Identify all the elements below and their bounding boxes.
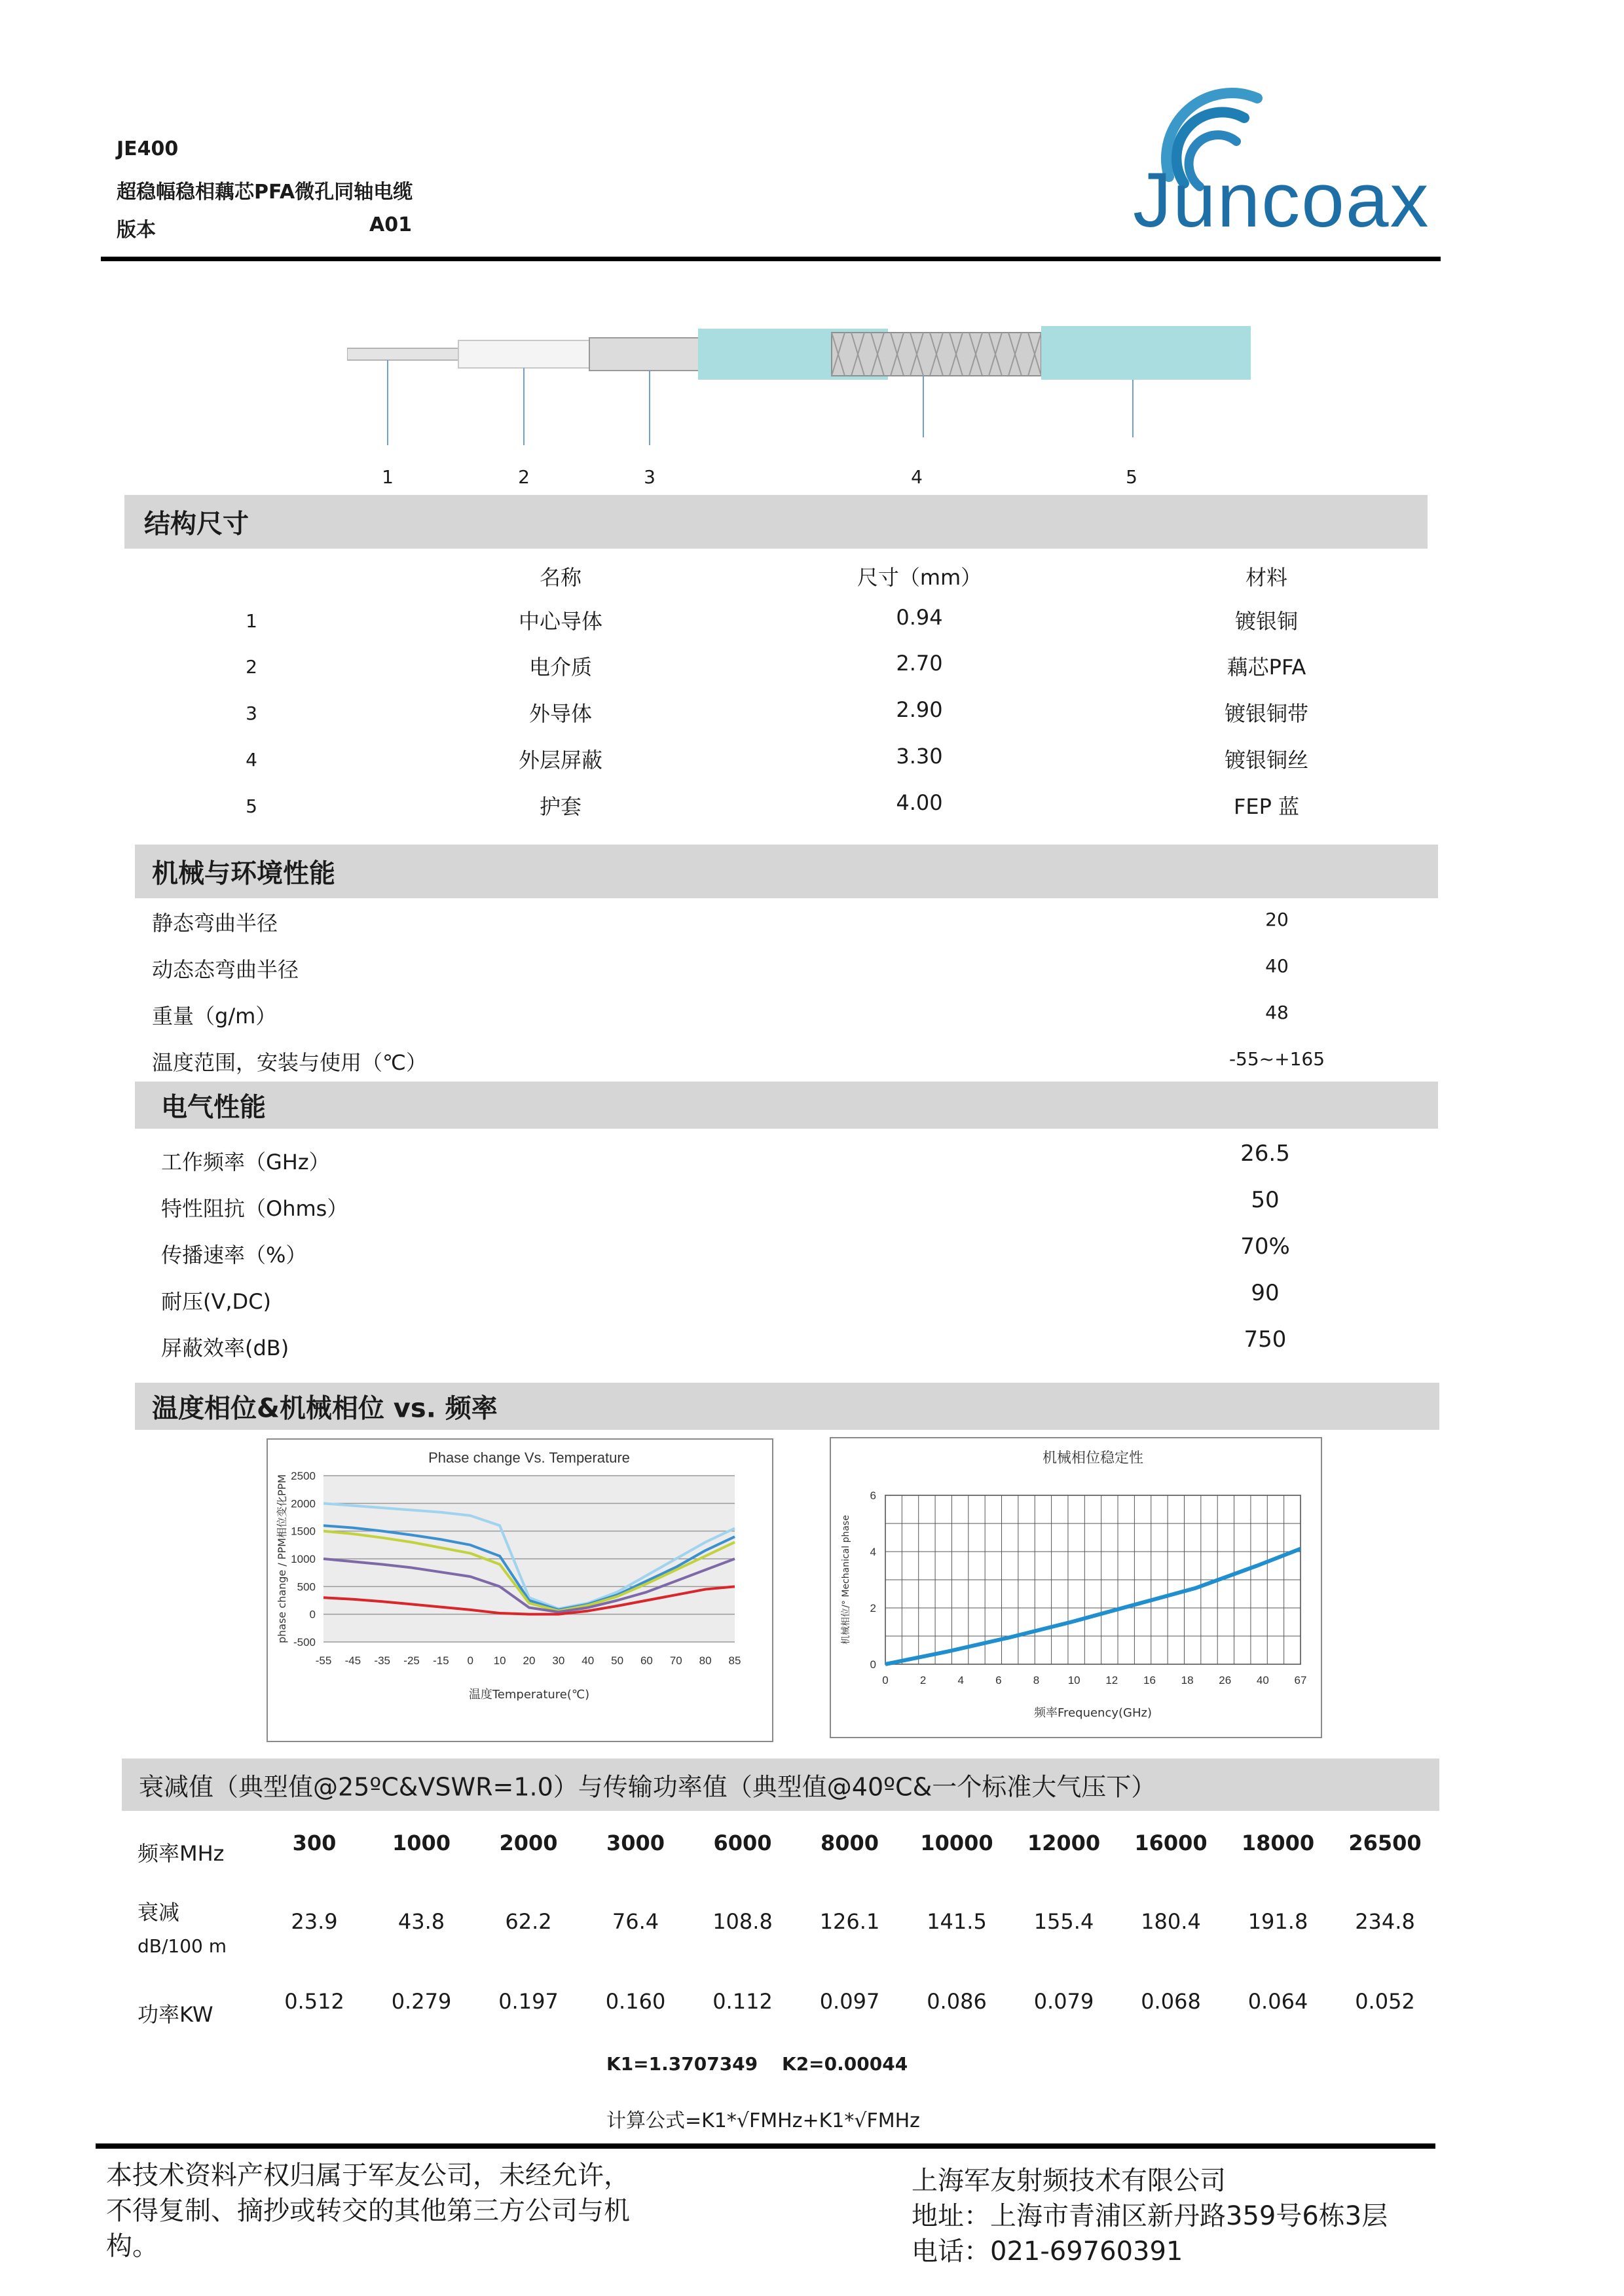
spec-value: -55~+165: [1228, 1048, 1325, 1070]
frequency-cell: 8000: [820, 1831, 879, 1855]
footer-rule: [96, 2143, 1435, 2149]
company-address: 地址：上海市青浦区新丹路359号6栋3层: [912, 2201, 1388, 2231]
part-size: 4.00: [896, 790, 943, 815]
col-size-header: 尺寸（mm）: [857, 565, 982, 590]
part-size: 2.70: [896, 651, 943, 676]
x-tick-label: 85: [728, 1654, 741, 1667]
frequency-cell: 16000: [1134, 1831, 1208, 1855]
frequency-cell: 18000: [1241, 1831, 1315, 1855]
power-cell: 0.097: [819, 1989, 880, 2014]
version-label: 版本: [117, 219, 156, 242]
version-value: A01: [369, 213, 412, 236]
spec-value: 50: [1251, 1187, 1280, 1213]
attenuation-cell: 62.2: [505, 1909, 552, 1934]
frequency-cell: 300: [292, 1831, 337, 1855]
frequency-cell: 10000: [920, 1831, 993, 1855]
x-tick-label: 50: [611, 1654, 624, 1667]
part-name: 电介质: [528, 655, 593, 680]
structure-section-header: [124, 495, 1428, 549]
part-material: 镀银铜: [1234, 609, 1299, 634]
x-tick-label: 0: [467, 1654, 474, 1667]
x-tick-label: 6: [995, 1674, 1002, 1686]
attenuation-cell: 141.5: [927, 1909, 987, 1934]
y-tick-label: 6: [870, 1489, 876, 1502]
power-cell: 0.512: [284, 1989, 344, 2014]
part-size: 3.30: [896, 744, 943, 769]
spec-value: 750: [1244, 1326, 1287, 1353]
spec-value: 70%: [1240, 1233, 1290, 1260]
y-tick-label: 500: [297, 1580, 316, 1594]
part-number-4: 4: [911, 466, 923, 488]
mechanical-title: 机械与环境性能: [152, 858, 335, 889]
frequency-cell: 1000: [392, 1831, 451, 1855]
y-tick-label: 1500: [291, 1525, 316, 1538]
electrical-section-header: [135, 1082, 1438, 1129]
y-tick-label: -500: [293, 1636, 316, 1649]
k1-constant: K1=1.3707349: [606, 2053, 758, 2075]
electrical-title: 电气性能: [161, 1092, 266, 1123]
x-tick-label: -55: [315, 1654, 332, 1667]
mechanical-phase-chart: [829, 1436, 1323, 1739]
y-tick-label: 2500: [291, 1470, 316, 1482]
x-tick-label: 2: [919, 1674, 927, 1686]
part-material: FEP 蓝: [1233, 794, 1300, 819]
power-cell: 0.112: [712, 1989, 773, 2014]
power-cell: 0.079: [1033, 1989, 1094, 2014]
power-row-label: 功率KW: [138, 2002, 213, 2027]
y-tick-label: 2: [870, 1602, 876, 1614]
spec-value: 90: [1251, 1280, 1280, 1306]
atten-row-label: 衰减: [138, 1900, 180, 1925]
attenuation-cell: 126.1: [819, 1909, 880, 1934]
attenuation-cell: 180.4: [1141, 1909, 1201, 1934]
x-axis-label: 频率Frequency(GHz): [1034, 1706, 1152, 1720]
k2-constant: K2=0.00044: [782, 2053, 908, 2075]
chart-title: Phase change Vs. Temperature: [428, 1449, 630, 1466]
frequency-cell: 2000: [499, 1831, 558, 1855]
chart-title: 机械相位稳定性: [1042, 1450, 1144, 1467]
x-tick-label: 16: [1143, 1674, 1156, 1686]
part-number-2: 2: [518, 466, 530, 488]
juncoax-logo: [1133, 79, 1441, 249]
x-tick-label: -15: [433, 1654, 449, 1667]
spec-label: 静态弯曲半径: [152, 911, 278, 936]
phase-temperature-chart: [266, 1438, 774, 1743]
power-cell: 0.068: [1141, 1989, 1201, 2014]
part-number-1: 1: [382, 466, 394, 488]
attenuation-cell: 234.8: [1355, 1909, 1415, 1934]
x-tick-label: 40: [1256, 1674, 1269, 1686]
attenuation-cell: 155.4: [1033, 1909, 1094, 1934]
x-tick-label: 12: [1105, 1674, 1118, 1686]
row-number: 3: [246, 702, 257, 724]
frequency-cell: 26500: [1348, 1831, 1422, 1855]
part-number-3: 3: [644, 466, 655, 488]
x-tick-label: -45: [344, 1654, 361, 1667]
y-tick-label: 0: [309, 1608, 316, 1621]
spec-value: 20: [1265, 909, 1289, 930]
spec-label: 温度范围，安装与使用（℃）: [152, 1050, 427, 1075]
frequency-cell: 12000: [1027, 1831, 1101, 1855]
x-tick-label: -25: [403, 1654, 420, 1667]
x-tick-label: 20: [523, 1654, 536, 1667]
company-name: 上海军友射频技术有限公司: [912, 2166, 1226, 2196]
row-number: 2: [246, 656, 257, 678]
y-tick-label: 4: [870, 1546, 876, 1558]
attenuation-section-header: [122, 1758, 1439, 1811]
x-tick-label: 26: [1219, 1674, 1232, 1686]
power-cell: 0.052: [1355, 1989, 1415, 2014]
x-tick-label: 67: [1294, 1674, 1307, 1686]
part-material: 镀银铜带: [1224, 701, 1309, 726]
spec-label: 重量（g/m）: [152, 1004, 277, 1029]
x-tick-label: 40: [581, 1654, 595, 1667]
spec-label: 传播速率（%）: [161, 1243, 307, 1267]
x-tick-label: 0: [882, 1674, 889, 1686]
attenuation-cell: 76.4: [612, 1909, 659, 1934]
spec-value: 26.5: [1240, 1140, 1290, 1167]
part-material: 藕芯PFA: [1227, 655, 1306, 680]
y-tick-label: 0: [870, 1658, 876, 1671]
y-tick-label: 2000: [291, 1497, 316, 1510]
copyright-notice: 本技术资料产权归属于军友公司，未经允许，不得复制、摘抄或转交的其他第三方公司与机构。: [106, 2160, 630, 2261]
charts-section-header: [135, 1383, 1439, 1430]
power-cell: 0.197: [498, 1989, 559, 2014]
frequency-cell: 6000: [713, 1831, 772, 1855]
spec-label: 耐压(V,DC): [161, 1289, 272, 1314]
spec-label: 动态态弯曲半径: [152, 957, 299, 982]
cable-illustration: [347, 314, 1251, 484]
spec-value: 48: [1265, 1002, 1289, 1023]
col-name-header: 名称: [539, 565, 582, 590]
power-cell: 0.064: [1247, 1989, 1308, 2014]
attenuation-cell: 43.8: [397, 1909, 445, 1934]
part-name: 外导体: [528, 701, 593, 726]
x-axis-label: 温度Temperature(℃): [468, 1688, 590, 1702]
product-name: 超稳幅稳相藕芯PFA微孔同轴电缆: [117, 181, 413, 204]
row-number: 1: [246, 610, 257, 632]
spec-label: 工作频率（GHz）: [161, 1150, 330, 1175]
header-rule: [101, 257, 1441, 261]
x-tick-label: 18: [1181, 1674, 1194, 1686]
attenuation-cell: 191.8: [1247, 1909, 1308, 1934]
x-tick-label: 80: [699, 1654, 712, 1667]
attenuation-title: 衰减值（典型值@25ºC&VSWR=1.0）与传输功率值（典型值@40ºC&一个标准大气压下）: [139, 1772, 1156, 1802]
atten-unit-label: dB/100 m: [138, 1935, 227, 1957]
logo-text: Juncoax: [1133, 157, 1430, 244]
part-number-5: 5: [1126, 466, 1137, 488]
spec-label: 屏蔽效率(dB): [161, 1336, 289, 1360]
x-tick-label: 70: [669, 1654, 682, 1667]
charts-title: 温度相位&机械相位 vs. 频率: [152, 1393, 498, 1424]
x-tick-label: 8: [1033, 1674, 1040, 1686]
x-tick-label: 10: [493, 1654, 506, 1667]
mechanical-section-header: [135, 845, 1438, 898]
spec-label: 特性阻抗（Ohms）: [161, 1196, 348, 1221]
row-number: 5: [246, 795, 257, 817]
y-axis-label: 机械相位/° Mechanical phase: [841, 1515, 851, 1645]
frequency-cell: 3000: [606, 1831, 665, 1855]
part-name: 中心导体: [518, 609, 603, 634]
attenuation-cell: 23.9: [291, 1909, 338, 1934]
x-tick-label: 30: [552, 1654, 565, 1667]
x-tick-label: 10: [1067, 1674, 1080, 1686]
part-name: 外层屏蔽: [518, 748, 603, 773]
model-number: JE400: [117, 137, 179, 160]
freq-row-label: 频率MHz: [138, 1841, 225, 1866]
y-axis-label: phase change / PPM相位变化PPM: [276, 1474, 288, 1644]
part-size: 0.94: [896, 605, 943, 630]
x-tick-label: -35: [374, 1654, 391, 1667]
x-tick-label: 4: [957, 1674, 965, 1686]
power-cell: 0.279: [391, 1989, 452, 2014]
company-phone: 电话：021-69760391: [912, 2236, 1183, 2267]
part-name: 护套: [539, 794, 582, 819]
part-size: 2.90: [896, 697, 943, 722]
attenuation-cell: 108.8: [712, 1909, 773, 1934]
row-number: 4: [246, 749, 257, 771]
spec-value: 40: [1265, 955, 1289, 977]
part-material: 镀银铜丝: [1224, 748, 1309, 773]
y-tick-label: 1000: [291, 1553, 316, 1565]
power-cell: 0.086: [927, 1989, 987, 2014]
formula: 计算公式=K1*√FMHz+K1*√FMHz: [606, 2109, 920, 2132]
structure-title: 结构尺寸: [144, 509, 249, 539]
power-cell: 0.160: [605, 1989, 666, 2014]
x-tick-label: 60: [640, 1654, 653, 1667]
col-material-header: 材料: [1245, 565, 1288, 590]
